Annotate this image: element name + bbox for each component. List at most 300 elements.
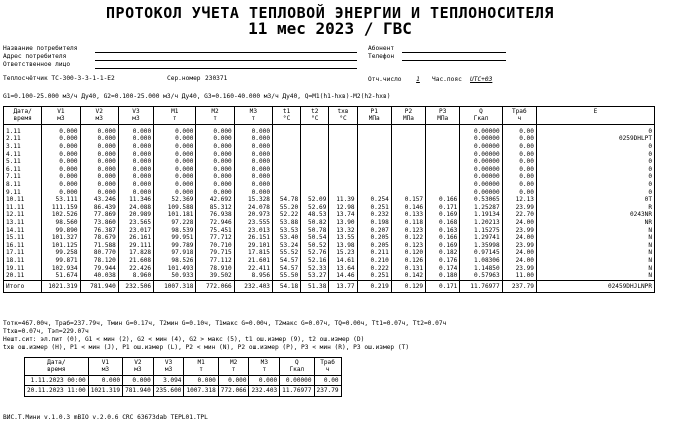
phone-label: Телефон xyxy=(368,53,395,60)
table-cell xyxy=(391,173,425,181)
column-header xyxy=(391,107,425,125)
table-cell: 0243NR xyxy=(536,211,654,219)
table-cell: 0.000 xyxy=(196,151,234,159)
table-cell: 0.000 xyxy=(249,375,280,386)
table-cell xyxy=(426,124,460,135)
column-header xyxy=(234,107,272,125)
table-row xyxy=(4,265,655,273)
table-cell xyxy=(426,166,460,174)
table-cell xyxy=(426,173,460,181)
table-cell: 26.161 xyxy=(118,234,153,242)
table-cell: 97.918 xyxy=(154,249,196,257)
table-cell: 78.679 xyxy=(80,234,118,242)
table-cell: 0.205 xyxy=(357,242,391,250)
column-header xyxy=(118,107,153,125)
table-cell: 1.15275 xyxy=(460,227,502,235)
table-cell xyxy=(301,166,329,174)
table-cell: R xyxy=(536,204,654,212)
table-cell: 70.710 xyxy=(196,242,234,250)
table-cell: 0 xyxy=(536,173,654,181)
table-cell xyxy=(301,158,329,166)
table-row xyxy=(4,124,655,135)
table-cell: 0.000 xyxy=(196,124,234,135)
column-header-unit: МПа xyxy=(402,115,414,123)
report-day-label: Отч.число xyxy=(368,76,402,83)
table-cell: 80.770 xyxy=(80,249,118,257)
table-cell: 0.126 xyxy=(391,257,425,265)
column-header xyxy=(88,358,122,376)
daily-data-table xyxy=(3,106,655,293)
totals-block xyxy=(3,320,663,352)
table-cell: 1.19134 xyxy=(460,211,502,219)
table-cell: 0.000 xyxy=(42,151,80,159)
table-cell: 0.00000 xyxy=(280,375,314,386)
table-cell xyxy=(329,189,357,197)
table-cell xyxy=(301,173,329,181)
table-cell: 0.000 xyxy=(196,158,234,166)
table-cell: 73.860 xyxy=(80,219,118,227)
table-cell xyxy=(329,181,357,189)
table-cell: 24.00 xyxy=(502,234,536,242)
table-cell: 54.57 xyxy=(272,257,300,265)
table-cell: 0.171 xyxy=(426,204,460,212)
column-header xyxy=(249,358,280,376)
table-cell: 53.53 xyxy=(272,227,300,235)
column-header-unit: т xyxy=(199,366,203,374)
table-cell: 0.000 xyxy=(154,181,196,189)
table-row xyxy=(4,219,655,227)
table-cell: 0.182 xyxy=(426,249,460,257)
table-cell: 29.101 xyxy=(234,242,272,250)
table-row xyxy=(4,196,655,204)
table-cell: 0.53065 xyxy=(460,196,502,204)
table-cell: 79.944 xyxy=(80,265,118,273)
table-cell: 3.11 xyxy=(4,143,42,151)
table-cell: 0.00 xyxy=(314,375,341,386)
table-cell: 0.000 xyxy=(42,181,80,189)
table-cell: 0.000 xyxy=(196,173,234,181)
table-cell: 0.000 xyxy=(154,151,196,159)
table-cell: 0.000 xyxy=(196,181,234,189)
table-row xyxy=(4,211,655,219)
table-cell: 0.00 xyxy=(502,158,536,166)
table-cell: 54.57 xyxy=(272,265,300,273)
table-cell xyxy=(391,124,425,135)
table-cell: 11.00 xyxy=(502,272,536,280)
total-cell: 1007.318 xyxy=(154,280,196,293)
column-header-name: Траб xyxy=(320,359,335,366)
table-cell: 0.00 xyxy=(502,124,536,135)
column-header-name: Q xyxy=(295,359,299,366)
table-cell: 13.90 xyxy=(329,219,357,227)
table-cell xyxy=(391,143,425,151)
table-cell: 0.232 xyxy=(357,211,391,219)
table-cell: 55.20 xyxy=(272,204,300,212)
column-header-unit: Гкал xyxy=(289,366,305,374)
column-header xyxy=(329,107,357,125)
table-cell: 0.000 xyxy=(196,189,234,197)
column-header-name: V1 xyxy=(101,359,110,366)
column-header-unit: ч xyxy=(517,115,522,123)
table-cell: 101.125 xyxy=(42,242,80,250)
table-cell: 0.133 xyxy=(391,211,425,219)
consumer-address-label: Адрес потребителя xyxy=(3,53,67,60)
column-header-name: M1 xyxy=(197,359,205,366)
table-cell: 22.70 xyxy=(502,211,536,219)
table-cell: 0.00000 xyxy=(460,135,502,143)
table-cell: 0.131 xyxy=(391,265,425,273)
table-row xyxy=(4,158,655,166)
column-header-unit: м3 xyxy=(164,366,173,374)
table-cell xyxy=(301,181,329,189)
table-cell: 0.000 xyxy=(118,189,153,197)
table-cell: 0.00 xyxy=(502,173,536,181)
column-header-unit: °C xyxy=(339,115,347,123)
table-cell: 11.76977 xyxy=(280,386,314,397)
table-cell: 78.910 xyxy=(196,265,234,273)
table-cell xyxy=(272,143,300,151)
summary-table xyxy=(24,357,342,397)
column-header-name: V2 xyxy=(95,108,103,115)
table-cell: 16.11 xyxy=(4,242,42,250)
table-cell: 0.97145 xyxy=(460,249,502,257)
table-cell: 24.00 xyxy=(502,249,536,257)
table-cell: 1.20213 xyxy=(460,219,502,227)
table-cell: 102.934 xyxy=(42,265,80,273)
table-cell xyxy=(329,173,357,181)
table-cell xyxy=(357,124,391,135)
table-cell: 0.000 xyxy=(234,166,272,174)
column-header-unit: м3 xyxy=(57,115,65,123)
table-cell xyxy=(329,158,357,166)
table-cell xyxy=(301,143,329,151)
table-cell: 1.11.2023 00:00 xyxy=(25,375,89,386)
table-cell: 0.166 xyxy=(426,234,460,242)
table-cell: N xyxy=(536,242,654,250)
table-cell: 0.163 xyxy=(426,227,460,235)
table-cell: 0.000 xyxy=(234,158,272,166)
table-cell: 77.112 xyxy=(196,257,234,265)
table-cell: 78.120 xyxy=(80,257,118,265)
table-cell: 50.78 xyxy=(301,227,329,235)
table-cell: N xyxy=(536,227,654,235)
table-cell: 0.180 xyxy=(426,272,460,280)
table-cell: 0.000 xyxy=(196,135,234,143)
table-cell: 0.000 xyxy=(234,124,272,135)
column-header-name: Q xyxy=(479,108,483,115)
table-cell: 99.258 xyxy=(42,249,80,257)
table-cell: 99.789 xyxy=(154,242,196,250)
table-cell: 0.166 xyxy=(426,196,460,204)
table-cell: 0.222 xyxy=(357,265,391,273)
table-cell: 235.600 xyxy=(153,386,184,397)
table-cell: 5.11 xyxy=(4,158,42,166)
table-cell: 11.11 xyxy=(4,204,42,212)
serial-value: 230371 xyxy=(205,75,228,82)
column-header-unit: т xyxy=(251,115,256,123)
table-cell: 0.00000 xyxy=(460,151,502,159)
responsible-label: Ответственное лицо xyxy=(3,61,71,68)
table-cell: 0.000 xyxy=(42,143,80,151)
table-cell: 0.000 xyxy=(80,181,118,189)
column-header-name: P2 xyxy=(404,108,413,115)
table-cell xyxy=(391,181,425,189)
table-cell: 54.78 xyxy=(272,196,300,204)
column-header xyxy=(154,107,196,125)
table-cell: 75.451 xyxy=(196,227,234,235)
table-cell: 0.000 xyxy=(42,189,80,197)
table-cell: 77.712 xyxy=(196,234,234,242)
column-header xyxy=(502,107,536,125)
table-cell: 20.11.2023 11:00 xyxy=(25,386,89,397)
table-cell: 21.608 xyxy=(118,257,153,265)
table-cell: 8.11 xyxy=(4,181,42,189)
column-header xyxy=(314,358,341,376)
table-cell: 8.960 xyxy=(118,272,153,280)
table-cell: 781.940 xyxy=(123,386,154,397)
table-cell: 23.555 xyxy=(234,219,272,227)
column-header xyxy=(426,107,460,125)
table-cell: 1.29741 xyxy=(460,234,502,242)
table-cell: 13.74 xyxy=(329,211,357,219)
table-cell: 52.369 xyxy=(154,196,196,204)
table-cell: 53.111 xyxy=(42,196,80,204)
table-cell: NR xyxy=(536,219,654,227)
table-cell: 0.000 xyxy=(118,151,153,159)
column-header-name: M2 xyxy=(229,359,238,366)
column-header-name: t1 xyxy=(282,108,291,115)
table-cell: 0.000 xyxy=(118,124,153,135)
table-cell: 0.000 xyxy=(218,375,249,386)
table-cell: 0.000 xyxy=(154,173,196,181)
column-header xyxy=(460,107,502,125)
table-cell: 99.890 xyxy=(42,227,80,235)
column-header xyxy=(4,107,42,125)
table-cell xyxy=(272,173,300,181)
table-cell: N xyxy=(536,249,654,257)
column-header xyxy=(42,107,80,125)
table-cell: 52.09 xyxy=(301,196,329,204)
table-cell: 0.000 xyxy=(234,173,272,181)
table-cell: 29.111 xyxy=(118,242,153,250)
table-cell xyxy=(391,158,425,166)
table-cell: 0.000 xyxy=(118,143,153,151)
table-row xyxy=(4,143,655,151)
table-cell: 0.000 xyxy=(234,143,272,151)
column-header-name: tхв xyxy=(337,108,349,115)
table-cell xyxy=(272,189,300,197)
table-cell: 0.00 xyxy=(502,166,536,174)
table-cell: 12.11 xyxy=(4,211,42,219)
table-cell: 50.54 xyxy=(301,234,329,242)
table-cell: 0.000 xyxy=(196,143,234,151)
table-cell xyxy=(272,135,300,143)
column-header-name: Дата/ xyxy=(47,359,66,366)
table-cell: 48.53 xyxy=(301,211,329,219)
table-cell xyxy=(357,158,391,166)
table-cell: 19.11 xyxy=(4,265,42,273)
column-header-name: V2 xyxy=(134,359,142,366)
column-header-unit: т xyxy=(213,115,217,123)
table-cell: 1021.319 xyxy=(88,386,122,397)
table-cell xyxy=(391,189,425,197)
table-cell: 26.151 xyxy=(234,234,272,242)
table-cell: N xyxy=(536,272,654,280)
table-cell: 0.000 xyxy=(80,158,118,166)
table-cell: 14.46 xyxy=(329,272,357,280)
total-cell: 0.171 xyxy=(426,280,460,293)
table-cell: 23.017 xyxy=(118,227,153,235)
table-cell: 98.526 xyxy=(154,257,196,265)
table-cell: 52.69 xyxy=(301,204,329,212)
table-cell: 24.088 xyxy=(118,204,153,212)
table-cell xyxy=(357,135,391,143)
phone-line xyxy=(402,60,506,61)
table-cell: 101.181 xyxy=(154,211,196,219)
column-header-unit: т xyxy=(262,366,267,374)
column-header-unit: °C xyxy=(311,115,319,123)
table-cell: 53.40 xyxy=(272,234,300,242)
table-cell xyxy=(426,158,460,166)
column-header xyxy=(357,107,391,125)
table-cell: 0.000 xyxy=(154,158,196,166)
table-cell xyxy=(272,158,300,166)
table-cell: 111.159 xyxy=(42,204,80,212)
table-cell: 0.142 xyxy=(391,272,425,280)
table-cell: 51.674 xyxy=(42,272,80,280)
table-cell: 23.99 xyxy=(502,227,536,235)
column-header-name: M2 xyxy=(211,108,219,115)
table-cell: 0.146 xyxy=(391,204,425,212)
table-cell xyxy=(272,124,300,135)
table-cell: 0.176 xyxy=(426,257,460,265)
table-cell: 0.000 xyxy=(118,158,153,166)
table-cell: 1.11 xyxy=(4,124,42,135)
column-header-unit: МПа xyxy=(368,115,380,123)
table-cell: 0.157 xyxy=(391,196,425,204)
table-cell: 0.000 xyxy=(154,124,196,135)
column-header-name: M3 xyxy=(260,359,268,366)
report-title: ПРОТОКОЛ УЧЕТА ТЕПЛОВОЙ ЭНЕРГИИ И ТЕПЛОНОСИТЕЛЯ xyxy=(106,4,554,22)
table-cell: 50.82 xyxy=(301,219,329,227)
table-cell: 53.24 xyxy=(272,242,300,250)
summary-row xyxy=(25,375,342,386)
table-cell: 23.565 xyxy=(118,219,153,227)
column-header-unit: время xyxy=(13,115,32,123)
table-cell: 0.00 xyxy=(502,151,536,159)
table-cell: 0.174 xyxy=(426,265,460,273)
total-cell: 0.219 xyxy=(357,280,391,293)
table-cell: 52.16 xyxy=(301,257,329,265)
table-cell: 7.11 xyxy=(4,173,42,181)
table-cell: 17.815 xyxy=(234,249,272,257)
column-header-name: V1 xyxy=(57,108,65,115)
table-cell: 237.79 xyxy=(314,386,341,397)
table-cell: 0.169 xyxy=(426,211,460,219)
table-cell: 85.312 xyxy=(196,204,234,212)
table-row xyxy=(4,135,655,143)
table-cell xyxy=(329,143,357,151)
table-cell: 0.000 xyxy=(184,375,218,386)
table-cell: 0.00000 xyxy=(460,181,502,189)
table-cell: 22.411 xyxy=(234,265,272,273)
table-cell: N xyxy=(536,234,654,242)
consumer-name-label: Название потребителя xyxy=(3,45,78,52)
table-cell: 0.00000 xyxy=(460,124,502,135)
table-cell: 9.11 xyxy=(4,189,42,197)
table-cell: 76.938 xyxy=(196,211,234,219)
table-cell: 42.692 xyxy=(196,196,234,204)
table-row xyxy=(4,181,655,189)
column-header-unit: время xyxy=(47,366,66,374)
table-cell xyxy=(357,151,391,159)
table-cell: 0.000 xyxy=(88,375,122,386)
table-cell: 13.98 xyxy=(329,242,357,250)
table-cell: 0.000 xyxy=(118,173,153,181)
column-header xyxy=(80,107,118,125)
table-cell: 1007.318 xyxy=(184,386,218,397)
column-header xyxy=(536,107,654,125)
table-cell: 13.32 xyxy=(329,227,357,235)
table-cell: 77.869 xyxy=(80,211,118,219)
table-cell: 0.000 xyxy=(42,124,80,135)
table-cell: 0.000 xyxy=(80,124,118,135)
table-cell: 24.00 xyxy=(502,257,536,265)
table-cell xyxy=(357,166,391,174)
table-row xyxy=(4,249,655,257)
table-cell: 0.00 xyxy=(502,181,536,189)
column-header-name: M1 xyxy=(171,108,179,115)
table-cell: 0.000 xyxy=(80,173,118,181)
table-cell: 101.327 xyxy=(42,234,80,242)
table-cell: 0.120 xyxy=(391,249,425,257)
table-cell: 13.55 xyxy=(329,234,357,242)
table-row xyxy=(4,234,655,242)
table-cell xyxy=(272,166,300,174)
table-cell: 71.588 xyxy=(80,242,118,250)
table-cell: 0.00000 xyxy=(460,189,502,197)
table-cell: 0.168 xyxy=(426,219,460,227)
column-header-name: M3 xyxy=(249,108,258,115)
table-cell xyxy=(426,181,460,189)
column-header-unit: м3 xyxy=(134,366,142,374)
column-header-unit: м3 xyxy=(95,115,103,123)
total-cell: 1021.319 xyxy=(42,280,80,293)
table-cell: 0.00 xyxy=(502,189,536,197)
table-cell xyxy=(391,135,425,143)
column-header-unit xyxy=(538,115,653,122)
column-header xyxy=(153,358,184,376)
table-cell: 109.588 xyxy=(154,204,196,212)
table-cell: 0.169 xyxy=(426,242,460,250)
report-day-value: 1 xyxy=(416,76,420,83)
table-cell: 0.251 xyxy=(357,272,391,280)
table-cell: 86.439 xyxy=(80,204,118,212)
table-cell: 12.13 xyxy=(502,196,536,204)
column-header-name: P1 xyxy=(370,108,378,115)
table-cell: 0.198 xyxy=(357,219,391,227)
table-cell: 1.14850 xyxy=(460,265,502,273)
consumer-name-line xyxy=(95,52,357,53)
table-cell: 20.989 xyxy=(118,211,153,219)
table-cell: N xyxy=(536,257,654,265)
table-cell: 52.76 xyxy=(301,249,329,257)
table-cell: 0.000 xyxy=(234,189,272,197)
table-cell xyxy=(357,143,391,151)
table-cell: 97.228 xyxy=(154,219,196,227)
report-subtitle: 11 мес 2023 / ГВС xyxy=(248,19,412,38)
table-cell: 101.493 xyxy=(154,265,196,273)
